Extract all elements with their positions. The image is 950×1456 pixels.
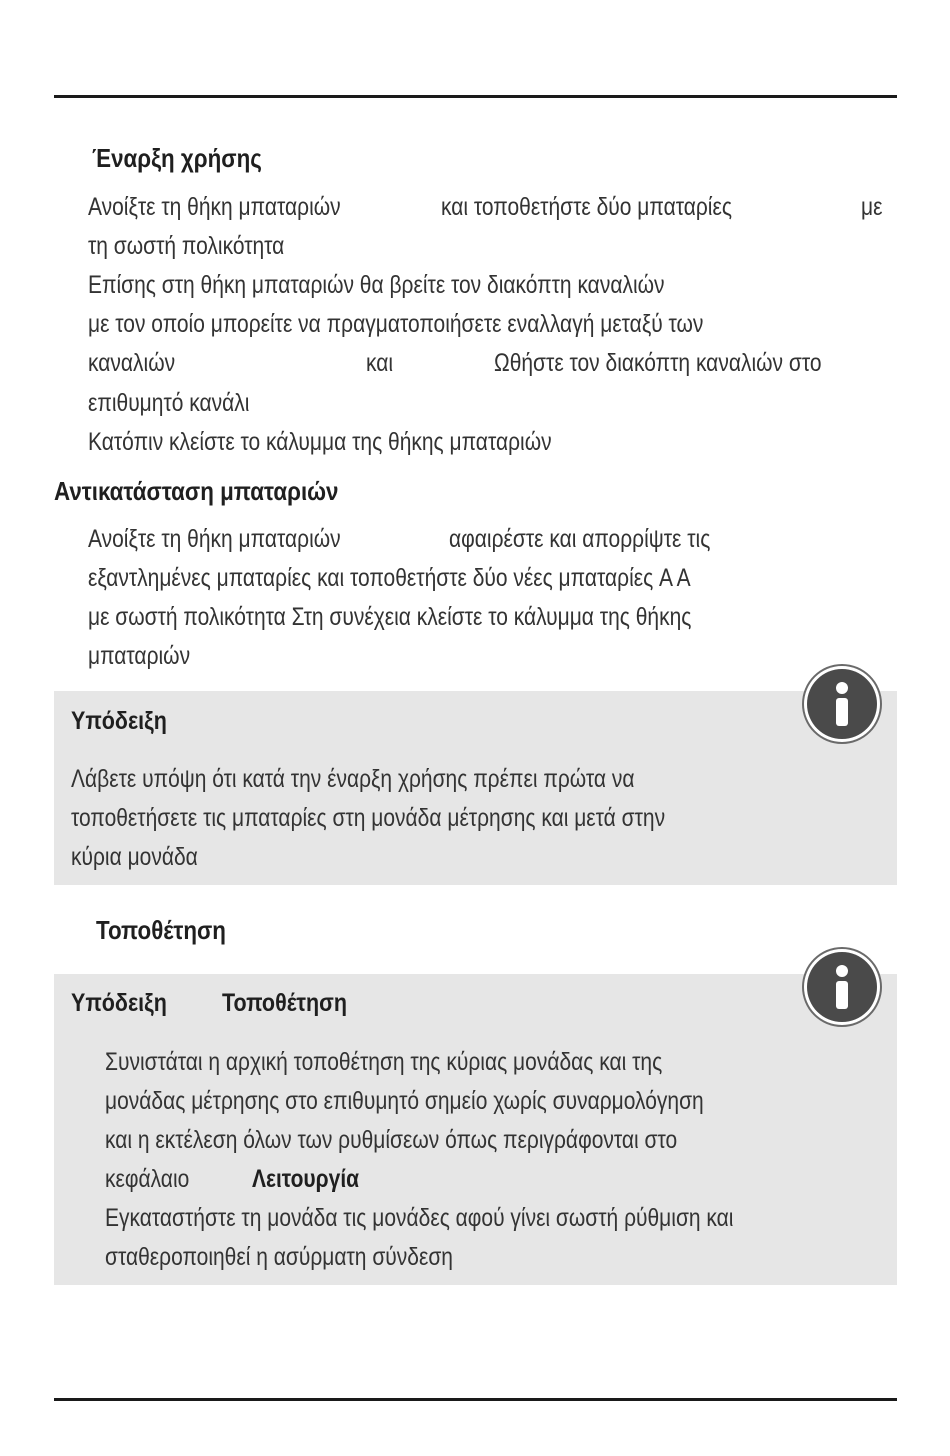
text-line: αφαιρέστε και απορρίψτε τις [449, 525, 711, 553]
note-text-line: Λάβετε υπόψη ότι κατά την έναρξη χρήσης πρέπει πρώτα να [71, 765, 635, 793]
text-line: Επίσης στη θήκη μπαταριών θα βρείτε τον διακόπτη καναλιών [88, 271, 665, 299]
text-line: εξαντλημένες μπαταρίες και τοποθετήστε δύο νέες μπαταρίες A A [88, 564, 691, 592]
section-title-mount: Τοποθέτηση [96, 915, 226, 945]
note-text-line: μονάδας μέτρησης στο επιθυμητό σημείο χωρίς συναρμολόγηση [105, 1087, 704, 1115]
text-line: και τοποθετήστε δύο μπαταρίες [441, 193, 732, 221]
text-line: με [861, 193, 883, 221]
note-text-line: κεφάλαιο [105, 1165, 190, 1193]
note-text-line: σταθεροποιηθεί η ασύρματη σύνδεση [105, 1243, 453, 1271]
info-icon [807, 669, 877, 739]
note-text-line: Συνιστάται η αρχική τοποθέτηση της κύριας μονάδας και της [105, 1048, 663, 1076]
text-line: με σωστή πολικότητα Στη συνέχεια κλείστε το κάλυμμα της θήκης [88, 603, 692, 631]
section-title-battery: Αντικατάσταση μπαταριών [54, 476, 339, 506]
text-line: μπαταριών [88, 642, 191, 670]
note-title: Υπόδειξη [71, 989, 167, 1017]
note-subtitle: Τοποθέτηση [222, 989, 347, 1017]
text-line: Ωθήστε τον διακόπτη καναλιών στο [494, 349, 822, 377]
top-rule [54, 95, 897, 98]
info-icon [807, 952, 877, 1022]
text-line: και [366, 349, 394, 377]
text-line: Ανοίξτε τη θήκη μπαταριών [88, 193, 341, 221]
note-text-line: κύρια μονάδα [71, 843, 198, 871]
note-text-line: τοποθετήσετε τις μπαταρίες στη μονάδα μέτρησης και μετά στην [71, 804, 666, 832]
chapter-reference: Λειτουργία [252, 1165, 360, 1193]
text-line: Ανοίξτε τη θήκη μπαταριών [88, 525, 341, 553]
text-line: με τον οποίο μπορείτε να πραγματοποιήσετε εναλλαγή μεταξύ των [88, 310, 704, 338]
section-title-start: Έναρξη χρήσης [92, 143, 262, 173]
note-title: Υπόδειξη [71, 707, 167, 735]
text-line: καναλιών [88, 349, 176, 377]
text-line: Κατόπιν κλείστε το κάλυμμα της θήκης μπαταριών [88, 428, 552, 456]
note-text-line: Εγκαταστήστε τη μονάδα τις μονάδες αφού γίνει σωστή ρύθμιση και [105, 1204, 734, 1232]
text-line: επιθυμητό κανάλι [88, 389, 250, 417]
bottom-rule [54, 1398, 897, 1401]
text-line: τη σωστή πολικότητα [88, 232, 285, 260]
note-text-line: και η εκτέλεση όλων των ρυθμίσεων όπως περιγράφονται στο [105, 1126, 678, 1154]
